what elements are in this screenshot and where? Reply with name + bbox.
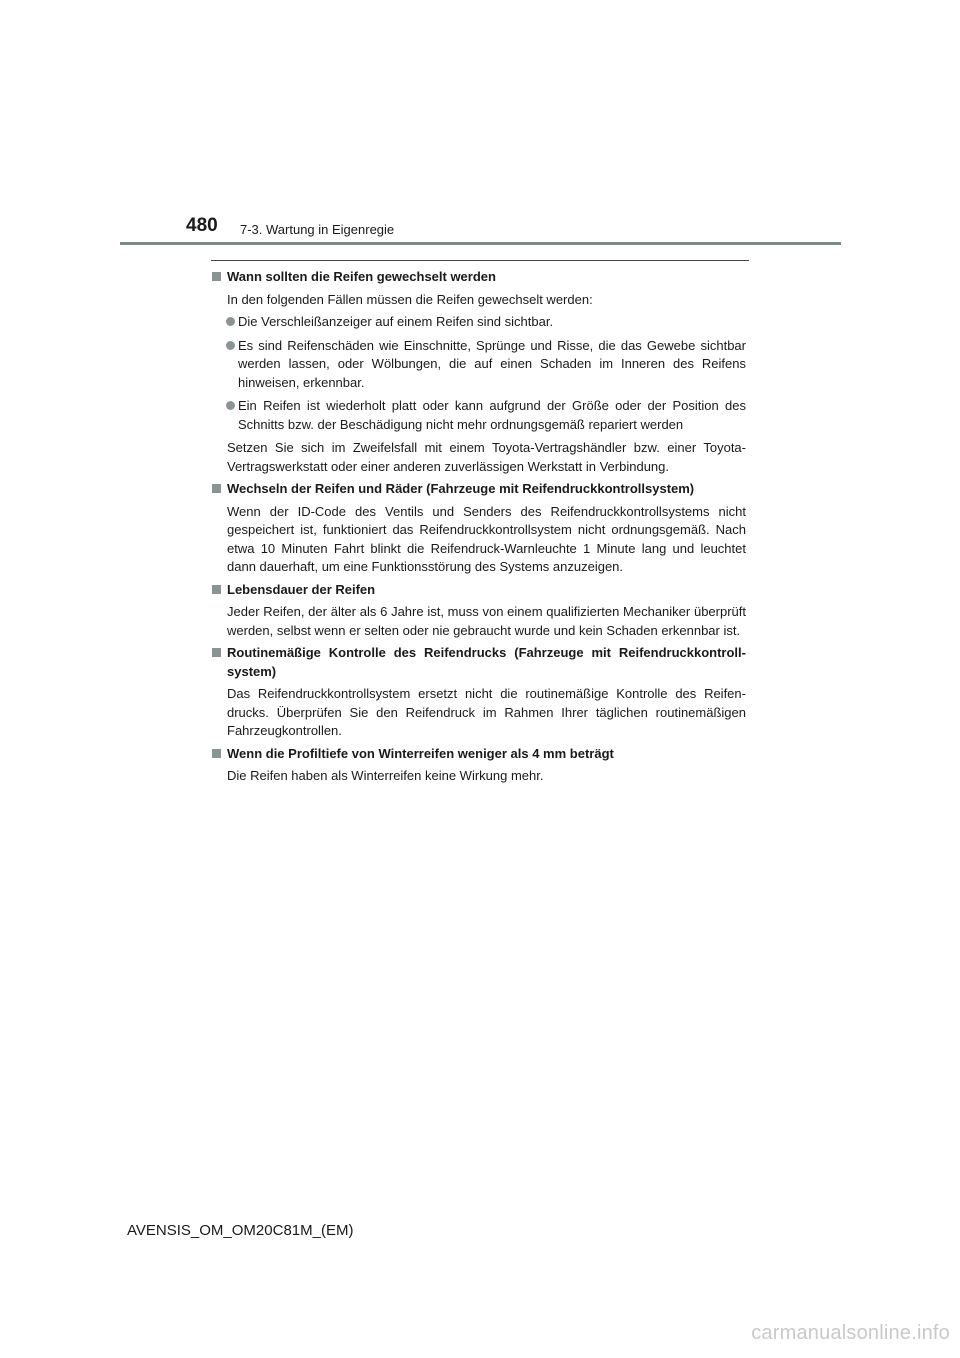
main-content	[211, 268, 746, 790]
list-item	[211, 313, 746, 332]
section-outro: Setzen Sie sich im Zweifelsfall mit einem Toyota-Vertragshändler bzw. einer Toyota-Vertragswerkstatt oder einer anderen zuverlässigen Werkstatt in Verbindung.	[227, 440, 746, 474]
section-winter-tires	[211, 745, 746, 786]
section-divider	[211, 260, 749, 261]
section-tire-replacement	[211, 268, 746, 476]
section-pressure-check	[211, 644, 746, 741]
section-heading	[211, 745, 746, 764]
section-text: Jeder Reifen, der älter als 6 Jahre ist, muss von einem qualifizierten Mechaniker überprüft werden, selbst wenn er selten oder nie gebraucht wurde und kein Schaden erkennbar ist.	[227, 604, 746, 638]
square-bullet-icon	[212, 484, 221, 493]
page-number: 480	[186, 215, 218, 236]
watermark: carmanualsonline.info	[751, 1322, 950, 1344]
section-heading-text: Wann sollten die Reifen gewechselt werden	[227, 269, 496, 284]
section-text: Wenn der ID-Code des Ventils und Senders des Reifendruckkontrollsystems nicht gespeichert ist, funktioniert das Reifendruckkontrollsystem nicht ordnungsgemäß. Nach etwa 10 Minuten Fahrt blinkt die Reifendruck-Warnleuchte 1 Minute lang und leuchtet dann dauerhaft, um eine Funktionsstörung des Systems anzuzeigen.	[227, 503, 746, 574]
round-bullet-icon	[226, 317, 235, 326]
square-bullet-icon	[212, 749, 221, 758]
list-item	[211, 337, 746, 393]
section-intro: In den folgenden Fällen müssen die Reifen gewechselt werden:	[227, 291, 593, 307]
square-bullet-icon	[212, 648, 221, 657]
section-heading	[211, 480, 746, 499]
chapter-title: 7-3. Wartung in Eigenregie	[240, 222, 395, 237]
section-text: Das Reifendruckkontrollsystem ersetzt nicht die routinemäßige Kontrolle des Reifendrucks. Überprüfen Sie den Reifendruck im Rahmen Ihrer täglichen routinemäßigen Fahrzeugkontrollen.	[227, 686, 746, 738]
header-divider	[120, 242, 841, 245]
square-bullet-icon	[212, 272, 221, 281]
list-item-text: Die Verschleißanzeiger auf einem Reifen sind sichtbar.	[238, 314, 554, 329]
section-heading	[211, 581, 746, 600]
list-item-text: Ein Reifen ist wiederholt platt oder kann aufgrund der Größe oder der Position des Schnitts bzw. der Beschädigung nicht mehr ordnungsgemäß repariert werden	[238, 398, 746, 432]
round-bullet-icon	[226, 341, 235, 350]
section-heading-text: Wechseln der Reifen und Räder (Fahrzeuge mit Reifendruckkontrollsystem)	[227, 481, 695, 496]
section-heading	[211, 268, 746, 287]
section-heading-text: Wenn die Profiltiefe von Winterreifen weniger als 4 mm beträgt	[227, 745, 614, 761]
section-heading-text: Routinemäßige Kontrolle des Reifendrucks (Fahrzeuge mit Reifendruckkontrollsystem)	[227, 645, 746, 679]
section-text: Die Reifen haben als Winterreifen keine Wirkung mehr.	[227, 768, 544, 783]
list-item	[211, 397, 746, 434]
section-heading-text: Lebensdauer der Reifen	[227, 581, 376, 597]
section-wheel-change	[211, 480, 746, 577]
list-item-text: Es sind Reifenschäden wie Einschnitte, Sprünge und Risse, die das Gewebe sichtbar werden lassen, oder Wölbungen, die auf einen Schaden im Inneren des Reifens hinweisen, erkennbar.	[238, 337, 746, 390]
round-bullet-icon	[226, 401, 235, 410]
section-tire-lifespan	[211, 581, 746, 641]
square-bullet-icon	[212, 585, 221, 594]
document-code: AVENSIS_OM_OM20C81M_(EM)	[127, 1222, 354, 1239]
section-heading	[211, 644, 746, 681]
